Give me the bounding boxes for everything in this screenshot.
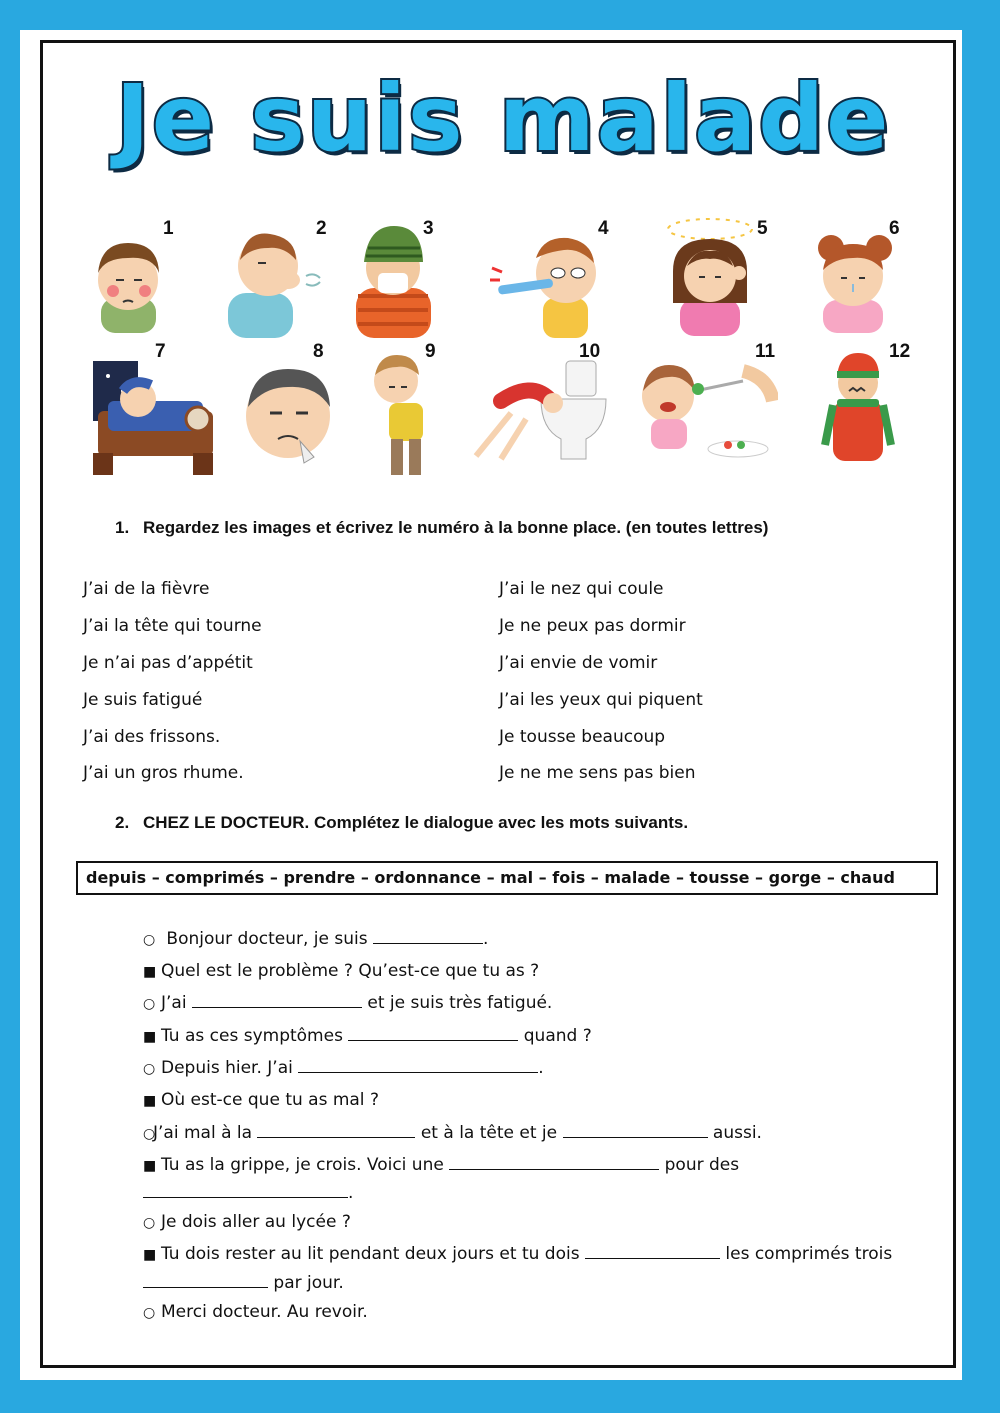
dialogue-line: ○J’ai mal à la et à la tête et je aussi. bbox=[143, 1123, 762, 1143]
answer-blank[interactable] bbox=[373, 929, 483, 944]
phrase-item: J’ai les yeux qui piquent bbox=[499, 690, 703, 710]
picture-7 bbox=[93, 341, 223, 481]
phrase-item: Je ne peux pas dormir bbox=[499, 616, 686, 636]
itchy-eyes-boy-icon bbox=[238, 341, 348, 471]
picture-6 bbox=[801, 218, 911, 333]
dizzy-girl-icon bbox=[655, 211, 765, 336]
exercise-number: 2. bbox=[115, 813, 130, 832]
phrase-item: J’ai la tête qui tourne bbox=[83, 616, 262, 636]
coughing-boy-icon bbox=[218, 218, 328, 338]
picture-5 bbox=[655, 211, 768, 336]
word-bank: depuis – comprimés – prendre – ordonnance – mal – fois – malade – tousse – gorge – chaud bbox=[76, 861, 938, 895]
picture-11 bbox=[633, 341, 778, 471]
phrase-item: J’ai de la fièvre bbox=[83, 579, 210, 599]
picture-number: 4 bbox=[598, 218, 609, 239]
dialogue-line: ○ J’ai et je suis très fatigué. bbox=[143, 993, 553, 1013]
picture-number: 10 bbox=[579, 341, 601, 362]
phrase-item: Je suis fatigué bbox=[83, 690, 203, 710]
picture-1 bbox=[83, 218, 173, 333]
answer-blank[interactable] bbox=[563, 1123, 708, 1138]
dialogue-line: ■ Quel est le problème ? Qu’est-ce que tu as ? bbox=[143, 961, 540, 981]
dialogue-line: ○ Bonjour docteur, je suis . bbox=[143, 929, 489, 949]
exercise-number: 1. bbox=[115, 518, 130, 537]
phrase-item: J’ai envie de vomir bbox=[499, 653, 658, 673]
answer-blank[interactable] bbox=[298, 1058, 538, 1073]
picture-2 bbox=[218, 218, 328, 338]
picture-number: 9 bbox=[425, 341, 436, 362]
picture-number: 3 bbox=[423, 218, 434, 239]
picture-8 bbox=[238, 341, 348, 471]
phrase-item: Je tousse beaucoup bbox=[499, 727, 666, 747]
dialogue-line-continued: . bbox=[143, 1183, 353, 1203]
answer-blank[interactable] bbox=[449, 1155, 659, 1170]
dialogue-line: ○ Merci docteur. Au revoir. bbox=[143, 1302, 368, 1322]
phrase-item: Je ne me sens pas bien bbox=[499, 763, 696, 783]
picture-number: 11 bbox=[755, 341, 776, 362]
exercise-1-instruction: 1. Regardez les images et écrivez le numéro à la bonne place. (en toutes lettres) bbox=[115, 518, 769, 537]
phrase-item: Je n’ai pas d’appétit bbox=[83, 653, 253, 673]
exercise-2-instruction: 2. CHEZ LE DOCTEUR. Complétez le dialogue avec les mots suivants. bbox=[115, 813, 689, 832]
picture-number: 8 bbox=[313, 341, 324, 362]
picture-10 bbox=[471, 341, 611, 466]
phrase-item: J’ai des frissons. bbox=[83, 727, 221, 747]
dialogue-line: ○ Je dois aller au lycée ? bbox=[143, 1212, 351, 1232]
dialogue-line: ■ Tu as la grippe, je crois. Voici une pour des bbox=[143, 1155, 740, 1175]
dialogue-line: ■ Tu as ces symptômes quand ? bbox=[143, 1026, 592, 1046]
answer-blank[interactable] bbox=[143, 1183, 348, 1198]
picture-number: 7 bbox=[155, 341, 166, 362]
dialogue-line: ○ Depuis hier. J’ai . bbox=[143, 1058, 544, 1078]
picture-12 bbox=[811, 341, 921, 466]
picture-3 bbox=[348, 218, 443, 338]
answer-blank[interactable] bbox=[257, 1123, 415, 1138]
picture-number: 6 bbox=[889, 218, 900, 239]
picture-number: 1 bbox=[163, 218, 174, 239]
answer-blank[interactable] bbox=[348, 1026, 518, 1041]
tired-boy-icon bbox=[361, 341, 461, 481]
picture-number: 2 bbox=[316, 218, 327, 239]
dialogue-line-continued: par jour. bbox=[143, 1273, 344, 1293]
feverish-boy-icon bbox=[83, 218, 173, 333]
answer-blank[interactable] bbox=[143, 1273, 268, 1288]
answer-blank[interactable] bbox=[585, 1244, 720, 1259]
phrase-item: J’ai le nez qui coule bbox=[499, 579, 664, 599]
page-title: Je suis malade bbox=[115, 65, 891, 172]
dialogue-line: ■ Où est-ce que tu as mal ? bbox=[143, 1090, 379, 1110]
answer-blank[interactable] bbox=[192, 993, 362, 1008]
picture-9 bbox=[361, 341, 461, 481]
phrase-item: J’ai un gros rhume. bbox=[83, 763, 244, 783]
dialogue-line: ■ Tu dois rester au lit pendant deux jours et tu dois les comprimés trois bbox=[143, 1244, 893, 1264]
worksheet bbox=[40, 40, 956, 1368]
picture-number: 5 bbox=[757, 218, 768, 239]
picture-4 bbox=[488, 218, 618, 338]
picture-number: 12 bbox=[889, 341, 911, 362]
